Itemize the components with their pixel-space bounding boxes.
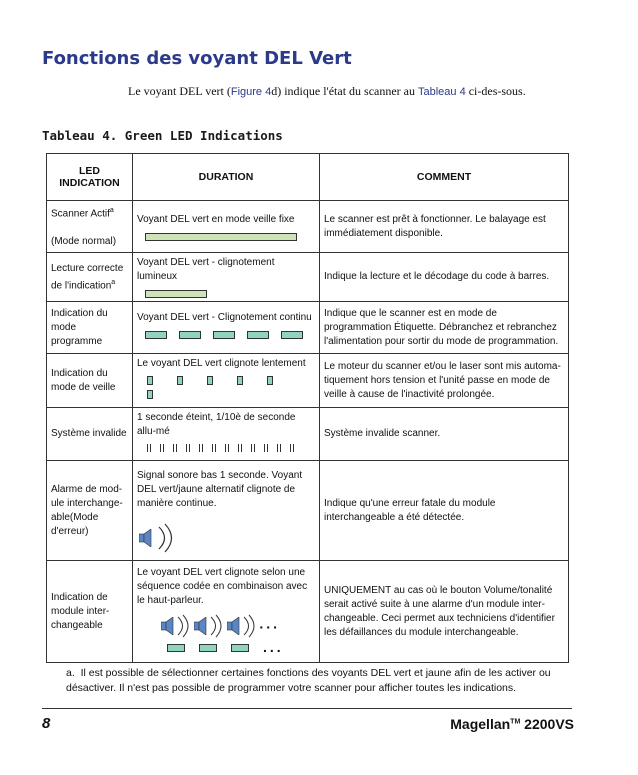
duration-text: Voyant DEL vert - Clignotement continu <box>137 312 312 324</box>
speaker-icon <box>227 617 241 635</box>
duration-text: Signal sonore bas 1 seconde. Voyant DEL vert/jaune alternatif clignote de manière continue. <box>137 469 303 509</box>
cell-comment: Indique que le scanner est en mode de programmation Étiquette. Débranchez et rebranchez l'alimentation pour sortir du mode de programmation. <box>320 302 569 354</box>
table-row <box>47 201 569 253</box>
ellipsis-2: ... <box>263 639 284 656</box>
duration-text: 1 seconde éteint, 1/10è de seconde allu-mé <box>137 412 296 438</box>
duration-text: Voyant DEL vert en mode veille fixe <box>137 213 295 225</box>
intro-text-1: Le voyant DEL vert ( <box>128 84 231 98</box>
cell-duration <box>133 201 320 253</box>
trademark-mark: TM <box>510 718 521 726</box>
footnote-marker: a <box>111 278 116 286</box>
sound-wave-icon <box>208 614 224 638</box>
table-caption: Tableau 4. Green LED Indications <box>42 128 283 143</box>
cell-indication: Alarme de mod-ule interchange-able(Mode d'erreur) <box>47 461 133 561</box>
cell-duration <box>133 302 320 354</box>
duration-text: Le voyant DEL vert clignote lentement <box>137 358 306 370</box>
ellipsis-1: ... <box>259 615 281 632</box>
coded-sequence <box>161 614 315 638</box>
cell-indication: Indication de module inter-changeable <box>47 561 133 663</box>
page-number: 8 <box>42 715 51 732</box>
indication-text: Lecture correcte de l'indication <box>51 262 124 291</box>
cell-duration <box>133 408 320 461</box>
cell-duration <box>133 253 320 302</box>
indication-subtext: (Mode normal) <box>51 236 117 248</box>
cell-comment: UNIQUEMENT au cas où le bouton Volume/tonalité serait activé suite à une alarme d'un module inter-changeable. Ceci permet aux techniciens d'identifier les défaillances du module interchangeable. <box>320 561 569 663</box>
cell-comment: Système invalide scanner. <box>320 408 569 461</box>
sound-wave-icon <box>175 614 191 638</box>
brand-text: Magellan <box>450 716 511 732</box>
table-link[interactable]: Tableau 4 <box>418 86 466 98</box>
cell-duration <box>133 561 320 663</box>
footer-rule <box>42 708 572 709</box>
cell-indication: Système invalide <box>47 408 133 461</box>
table-row <box>47 302 569 354</box>
slow-flash-icons <box>147 376 315 404</box>
sound-wave-icon <box>156 523 176 553</box>
cell-indication <box>47 253 133 302</box>
sound-wave-icon <box>241 614 257 638</box>
figure-link[interactable]: Figure 4 <box>230 86 272 98</box>
model-text: 2200VS <box>520 716 574 732</box>
header-duration: DURATION <box>133 154 320 201</box>
speaker-icon <box>161 617 175 635</box>
cell-comment: Indique la lecture et le décodage du code à barres. <box>320 253 569 302</box>
speaker-alarm <box>139 523 315 553</box>
table-row <box>47 408 569 461</box>
speaker-icon <box>194 617 208 635</box>
table-footnote: a. Il est possible de sélectionner certaines fonctions des voyants DEL vert et jaune afin de les activer ou désactiver. Il n'est pas possible de programmer votre scanner pour afficher toutes les indications. <box>66 667 551 694</box>
header-led-indication: LED INDICATION <box>47 154 133 201</box>
duration-text: Le voyant DEL vert clignote selon une séquence codée en combinaison avec le haut-parleur. <box>137 567 308 607</box>
cell-indication: Indication du mode de veille <box>47 354 133 408</box>
table-header-row <box>47 154 569 201</box>
cell-duration <box>133 354 320 408</box>
product-name <box>450 716 574 732</box>
cell-comment: Le scanner est prêt à fonctionner. Le balayage est immédiatement disponible. <box>320 201 569 253</box>
table-row <box>47 561 569 663</box>
cell-comment: Indique qu'une erreur fatale du module interchangeable a été détectée. <box>320 461 569 561</box>
continuous-flash-icons <box>145 330 315 344</box>
cell-comment: Le moteur du scanner et/ou le laser sont mis automa-tiquement hors tension et l'unité passe en mode de veille à cause de l'inactivité prolongée. <box>320 354 569 408</box>
led-table <box>46 153 569 663</box>
cell-duration <box>133 461 320 561</box>
intro-text-3: ci-des-sous. <box>465 84 526 98</box>
intro-paragraph <box>128 82 568 102</box>
cell-indication: Indication du mode programme <box>47 302 133 354</box>
coded-led-sequence <box>167 640 315 657</box>
table-row <box>47 354 569 408</box>
speaker-icon <box>139 529 153 547</box>
table-row <box>47 253 569 302</box>
section-heading: Fonctions des voyant DEL Vert <box>42 48 352 69</box>
footnote-marker: a <box>109 207 114 214</box>
intro-text-2: d) indique l'état du scanner au <box>271 84 418 98</box>
table-row <box>47 461 569 561</box>
led-solid-bar <box>145 233 297 241</box>
duration-text: Voyant DEL vert - clignotement lumineux <box>137 257 275 283</box>
led-flash-bar <box>145 290 207 298</box>
cell-indication <box>47 201 133 253</box>
indication-text: Scanner Actif <box>51 208 110 220</box>
spark-flash-icons <box>147 443 315 457</box>
header-comment: COMMENT <box>320 154 569 201</box>
